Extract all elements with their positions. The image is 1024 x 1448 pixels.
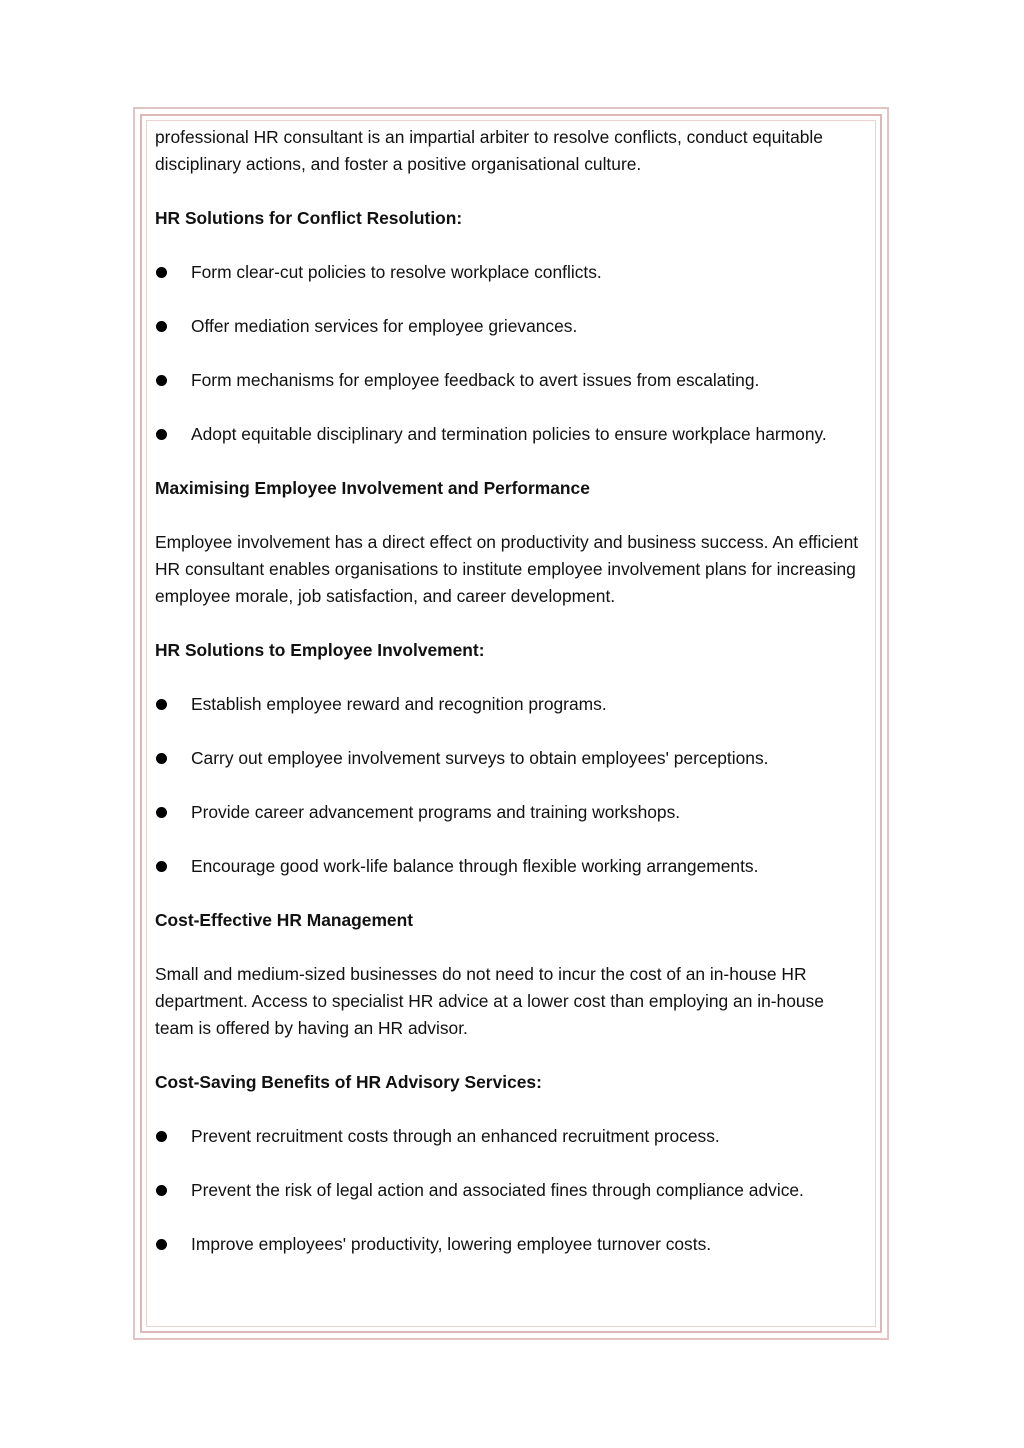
list-item xyxy=(155,1123,867,1150)
list-item-text: Adopt equitable disciplinary and termination policies to ensure workplace harmony. xyxy=(191,424,827,444)
cost-effective-paragraph: Small and medium-sized businesses do not need to incur the cost of an in-house HR department. Access to specialist HR advice at a lower cost than employing an in-house team is offered by having an HR advisor. xyxy=(155,964,824,1038)
bullet-icon xyxy=(156,267,167,278)
list-item xyxy=(155,799,867,826)
list-item-text: Prevent the risk of legal action and associated fines through compliance advice. xyxy=(191,1180,804,1200)
list-item xyxy=(155,745,867,772)
bullet-icon xyxy=(156,861,167,872)
list-item xyxy=(155,691,867,718)
section-heading-cost-saving: Cost-Saving Benefits of HR Advisory Services: xyxy=(155,1072,542,1092)
document-body xyxy=(155,124,867,1285)
list-item-text: Improve employees' productivity, lowering employee turnover costs. xyxy=(191,1234,712,1254)
involvement-solutions-list xyxy=(155,691,867,880)
bullet-icon xyxy=(156,807,167,818)
intro-paragraph: professional HR consultant is an impartial arbiter to resolve conflicts, conduct equitable disciplinary actions, and foster a positive organisational culture. xyxy=(155,127,823,174)
list-item-text: Form mechanisms for employee feedback to avert issues from escalating. xyxy=(191,370,760,390)
list-item-text: Establish employee reward and recognition programs. xyxy=(191,694,607,714)
bullet-icon xyxy=(156,375,167,386)
conflict-resolution-list xyxy=(155,259,867,448)
list-item-text: Provide career advancement programs and training workshops. xyxy=(191,802,681,822)
section-heading-conflict-resolution: HR Solutions for Conflict Resolution: xyxy=(155,208,463,228)
bullet-icon xyxy=(156,699,167,710)
list-item xyxy=(155,367,867,394)
bullet-icon xyxy=(156,1185,167,1196)
bullet-icon xyxy=(156,429,167,440)
list-item-text: Form clear-cut policies to resolve workplace conflicts. xyxy=(191,262,602,282)
list-item xyxy=(155,853,867,880)
cost-saving-list xyxy=(155,1123,867,1258)
list-item xyxy=(155,259,867,286)
section-heading-involvement-solutions: HR Solutions to Employee Involvement: xyxy=(155,640,485,660)
bullet-icon xyxy=(156,1239,167,1250)
list-item xyxy=(155,313,867,340)
list-item-text: Offer mediation services for employee grievances. xyxy=(191,316,578,336)
bullet-icon xyxy=(156,1131,167,1142)
list-item-text: Carry out employee involvement surveys to obtain employees' perceptions. xyxy=(191,748,769,768)
list-item xyxy=(155,1231,867,1258)
list-item xyxy=(155,1177,867,1204)
bullet-icon xyxy=(156,321,167,332)
employee-involvement-paragraph: Employee involvement has a direct effect on productivity and business success. An efficient HR consultant enables organisations to institute employee involvement plans for increasing employee morale, job satisfaction, and career development. xyxy=(155,532,859,606)
list-item-text: Prevent recruitment costs through an enhanced recruitment process. xyxy=(191,1126,720,1146)
list-item xyxy=(155,421,867,448)
list-item-text: Encourage good work-life balance through flexible working arrangements. xyxy=(191,856,759,876)
section-heading-employee-involvement: Maximising Employee Involvement and Performance xyxy=(155,478,590,498)
bullet-icon xyxy=(156,753,167,764)
section-heading-cost-effective: Cost-Effective HR Management xyxy=(155,910,414,930)
